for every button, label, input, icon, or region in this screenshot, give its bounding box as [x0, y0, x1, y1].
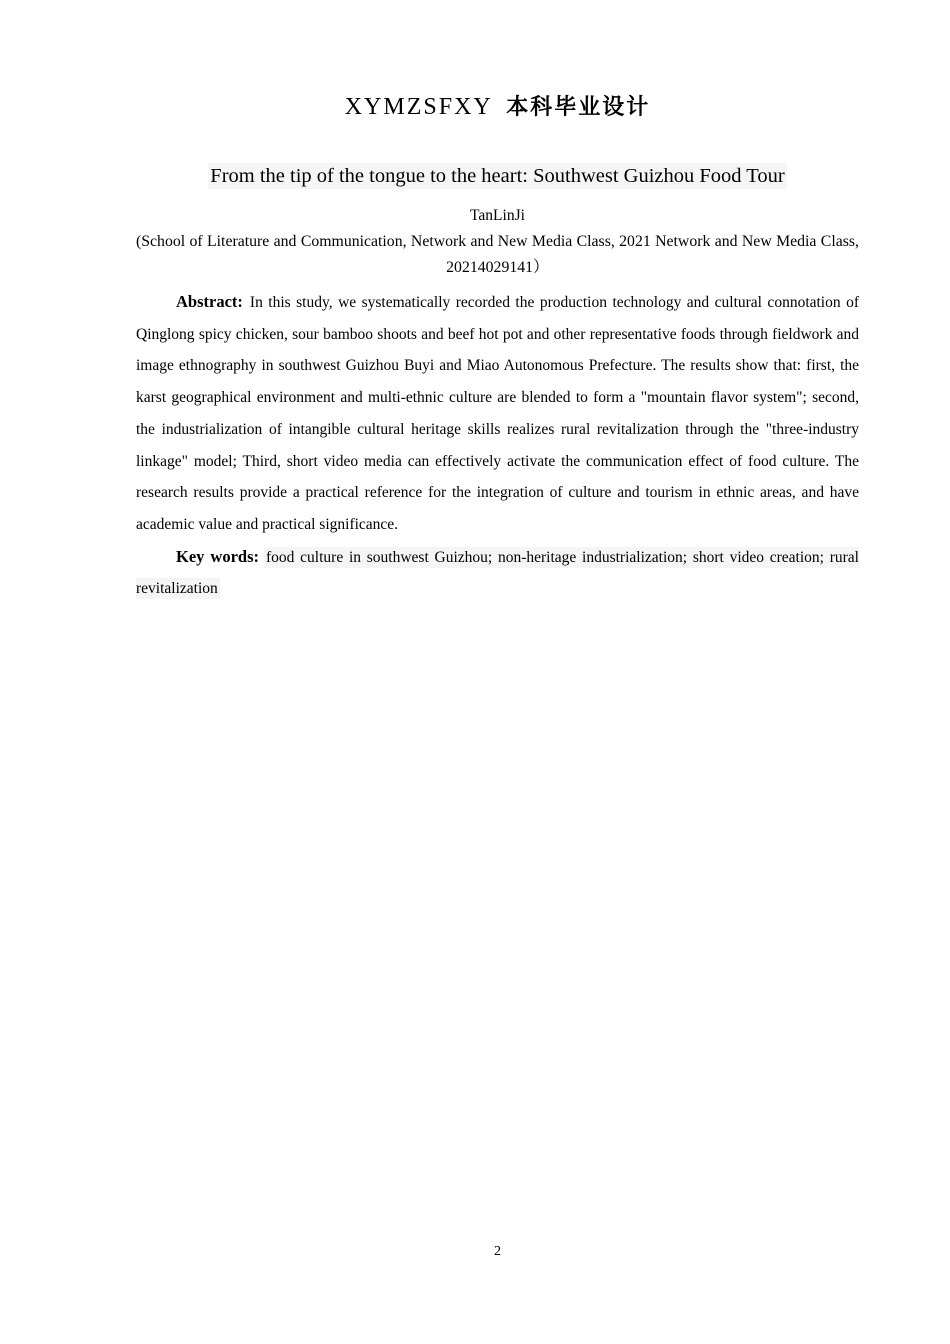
abstract-label: Abstract:: [176, 292, 243, 311]
page-header: [136, 93, 859, 121]
abstract-paragraph: [136, 286, 859, 541]
author-name: TanLinJi: [470, 207, 525, 224]
affiliation-line: (School of Literature and Communication, Network and New Media Class, 2021 Network and New Media Class, 20214029141）: [136, 233, 859, 276]
keywords-paragraph: [136, 541, 859, 605]
paper-title-text: From the tip of the tongue to the heart: Southwest Guizhou Food Tour: [210, 165, 785, 187]
header-doc-type: 本科毕业设计: [506, 94, 651, 119]
keywords-text: food culture in southwest Guizhou; non-heritage industrialization; short video creation; rural revitalization: [136, 548, 859, 598]
page-content: [136, 0, 859, 605]
paper-title: [136, 161, 859, 191]
header-school-code: XYMZSFXY: [344, 94, 493, 120]
abstract-text: In this study, we systematically recorded the production technology and cultural connotation of Qinglong spicy chicken, sour bamboo shoots and beef hot pot and other representative foods through fieldwork and image ethnography in southwest Guizhou Buyi and Miao Autonomous Prefecture. The results show that: first, the karst geographical environment and multi-ethnic culture are blended to form a "mountain flavor system"; second, the industrialization of intangible cultural heritage skills realizes rural revitalization through the "three-industry linkage" model; Third, short video media can effectively activate the communication effect of food culture. The research results provide a practical reference for the integration of culture and tourism in ethnic areas, and have academic value and practical significance.: [136, 294, 859, 533]
keywords-label: Key words:: [176, 546, 259, 566]
page-number: 2: [494, 1244, 501, 1259]
